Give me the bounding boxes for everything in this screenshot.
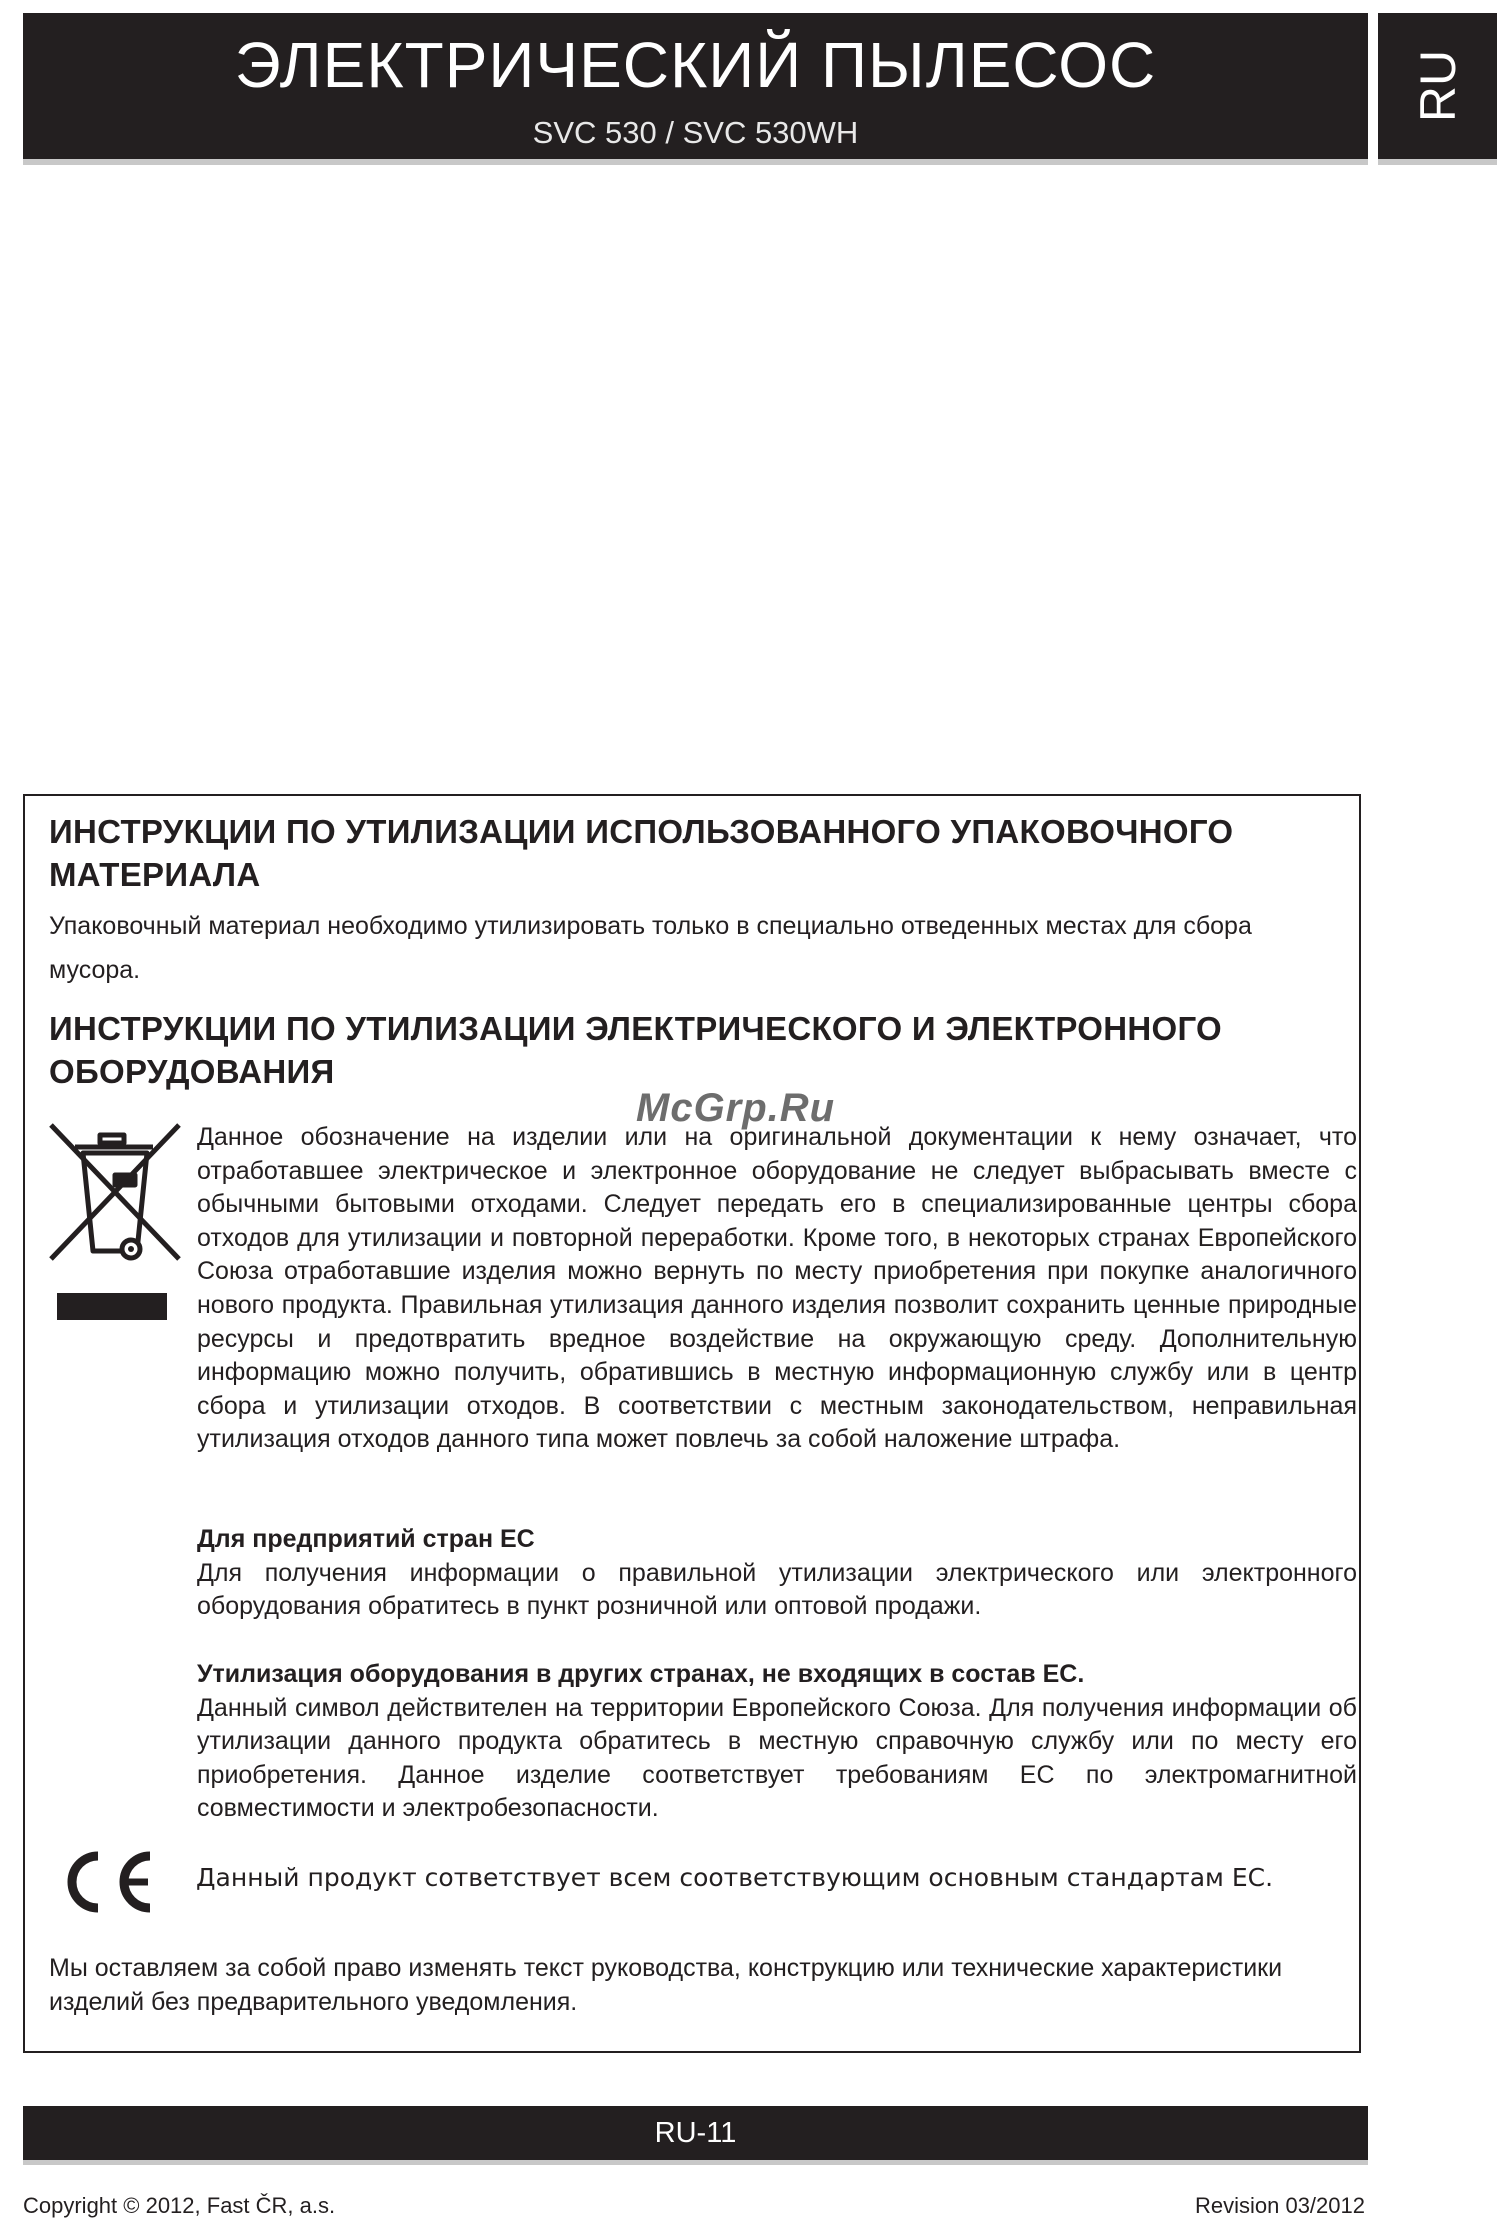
non-eu-block (197, 1658, 1357, 1826)
model-subtitle: SVC 530 / SVC 530WH (532, 115, 859, 150)
watermark: McGrp.Ru (636, 1086, 836, 1130)
copyright: Copyright © 2012, Fast ČR, a.s. (23, 2193, 336, 2218)
packaging-heading-line1: ИНСТРУКЦИИ ПО УТИЛИЗАЦИИ ИСПОЛЬЗОВАННОГО УПАКОВОЧНОГО (49, 813, 1234, 850)
non-eu-text: Данный символ действителен на территории Европейского Союза. Для получения информации об утилизации данного продукта обратитесь в местную справочную службу или по месту его приобретения. Данное изделие соответствует требованиям ЕС по электромагнитной совместимости и электробезопасности. (197, 1693, 1357, 1823)
eu-business-title: Для предприятий стран ЕС (197, 1525, 535, 1553)
footer-bar (23, 2106, 1368, 2160)
ce-mark-icon (54, 1848, 154, 1916)
weee-heading (49, 1007, 1339, 1093)
header-bar (23, 13, 1368, 159)
language-tab-label: RU (1409, 49, 1466, 123)
packaging-heading-line2: МАТЕРИАЛА (49, 856, 261, 893)
weee-heading-line1: ИНСТРУКЦИИ ПО УТИЛИЗАЦИИ ЭЛЕКТРИЧЕСКОГО И ЭЛЕКТРОННОГО (49, 1010, 1223, 1047)
disclaimer-text: Мы оставляем за собой право изменять текст руководства, конструкцию или технические характеристики изделий без предварительного уведомления. (49, 1954, 1283, 2016)
eu-business-text: Для получения информации о правильной утилизации электрического или электронного оборудования обратитесь в пункт розничной или оптовой продажи. (197, 1558, 1357, 1621)
eu-business-block (197, 1523, 1357, 1624)
weee-crossed-bin-icon (45, 1123, 185, 1323)
language-tab (1378, 13, 1497, 159)
weee-heading-line2: ОБОРУДОВАНИЯ (49, 1053, 335, 1090)
weee-text: Данное обозначение на изделии или на оригинальной документации к нему означает, что отработавшее электрическое и электронное оборудование не следует выбрасывать вместе с обычными бытовыми отходами. Следует передать его в специализированные центры сбора отходов для утилизации и повторной переработки. Кроме того, в некоторых странах Европейского Союза отработавшие изделия можно вернуть по месту приобретения при покупке аналогичного нового продукта. Правильная утилизация данного изделия позволит сохранить ценные природные ресурсы и предотвратить вредное воздействие на окружающую среду. Дополнительную информацию можно получить, обратившись в местную информационную службу или в центр сбора и утилизации отходов. В соответствии с местным законодательством, неправильная утилизация отходов данного типа может повлечь за собой наложение штрафа. (197, 1123, 1357, 1454)
non-eu-title: Утилизация оборудования в других странах, не входящих в состав ЕС. (197, 1660, 1085, 1688)
page-number: RU-11 (654, 2117, 737, 2149)
packaging-text: Упаковочный материал необходимо утилизировать только в специально отведенных местах для сбора мусора. (49, 912, 1252, 984)
document-title: ЭЛЕКТРИЧЕСКИЙ ПЫЛЕСОС (234, 29, 1157, 101)
ce-compliance-text: Данный продукт сответствует всем соответствующим основным стандартам ЕС. (196, 1863, 1274, 1892)
packaging-heading (49, 810, 1339, 896)
revision: Revision 03/2012 (1194, 2193, 1365, 2218)
